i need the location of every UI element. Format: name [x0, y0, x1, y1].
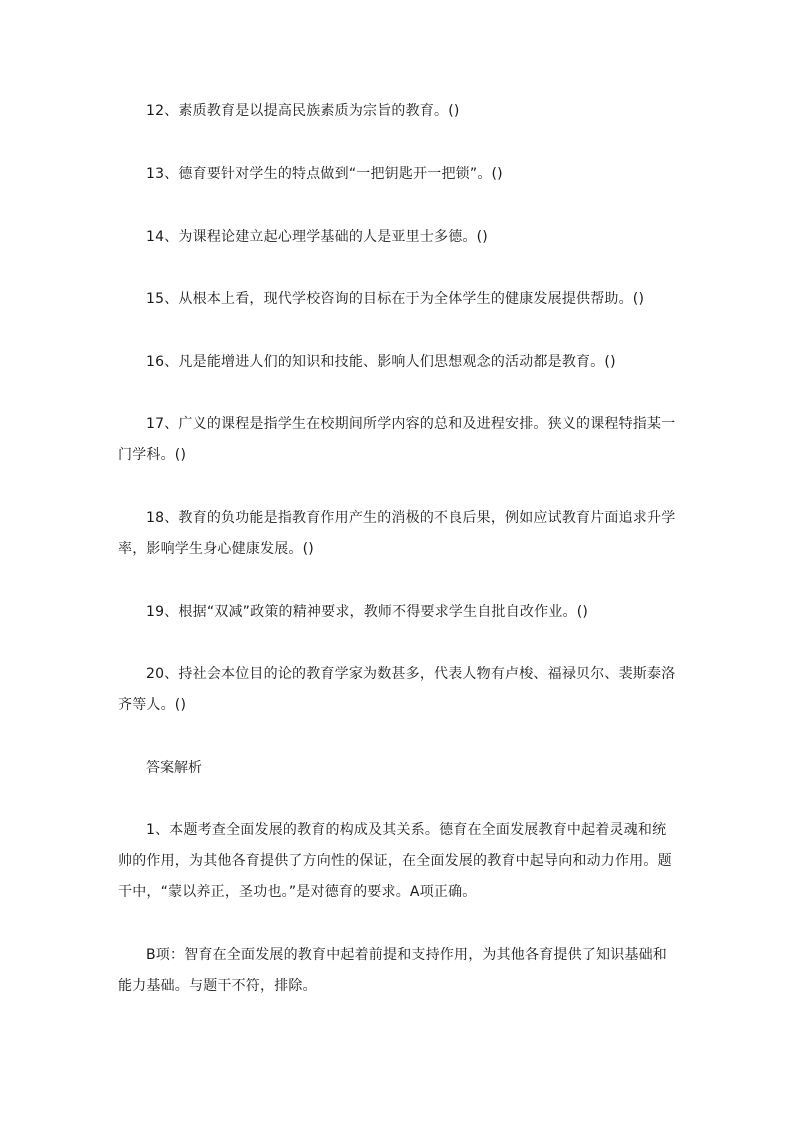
- answer-1: 1、本题考查全面发展的教育的构成及其关系。德育在全面发展教育中起着灵魂和统帅的作用，为其他各育提供了方向性的保证，在全面发展的教育中起导向和动力作用。题干中，“蒙以养正，圣功也。”是对德育的要求。A项正确。: [118, 822, 672, 900]
- question-14: 14、为课程论建立起心理学基础的人是亚里士多德。(): [146, 229, 488, 245]
- question-19: 19、根据“双减”政策的精神要求，教师不得要求学生自批自改作业。(): [146, 604, 589, 620]
- question-12: 12、素质教育是以提高民族素质为宗旨的教育。(): [146, 103, 460, 119]
- question-13: 13、德育要针对学生的特点做到“一把钥匙开一把锁”。(): [146, 166, 503, 182]
- question-20: 20、持社会本位目的论的教育学家为数甚多，代表人物有卢梭、福禄贝尔、裴斯泰洛齐等人。(): [118, 666, 676, 713]
- question-16: 16、凡是能增进人们的知识和技能、影响人们思想观念的活动都是教育。(): [146, 354, 616, 370]
- answer-section-heading: 答案解析: [146, 760, 202, 776]
- question-18: 18、教育的负功能是指教育作用产生的消极的不良后果，例如应试教育片面追求升学率，影响学生身心健康发展。(): [118, 510, 676, 557]
- question-15: 15、从根本上看，现代学校咨询的目标在于为全体学生的健康发展提供帮助。(): [146, 291, 645, 307]
- question-17: 17、广义的课程是指学生在校期间所学内容的总和及进程安排。狭义的课程特指某一门学科。(): [118, 416, 676, 463]
- answer-option-b: B项：智育在全面发展的教育中起着前提和支持作用，为其他各育提供了知识基础和能力基础。与题干不符，排除。: [118, 947, 668, 994]
